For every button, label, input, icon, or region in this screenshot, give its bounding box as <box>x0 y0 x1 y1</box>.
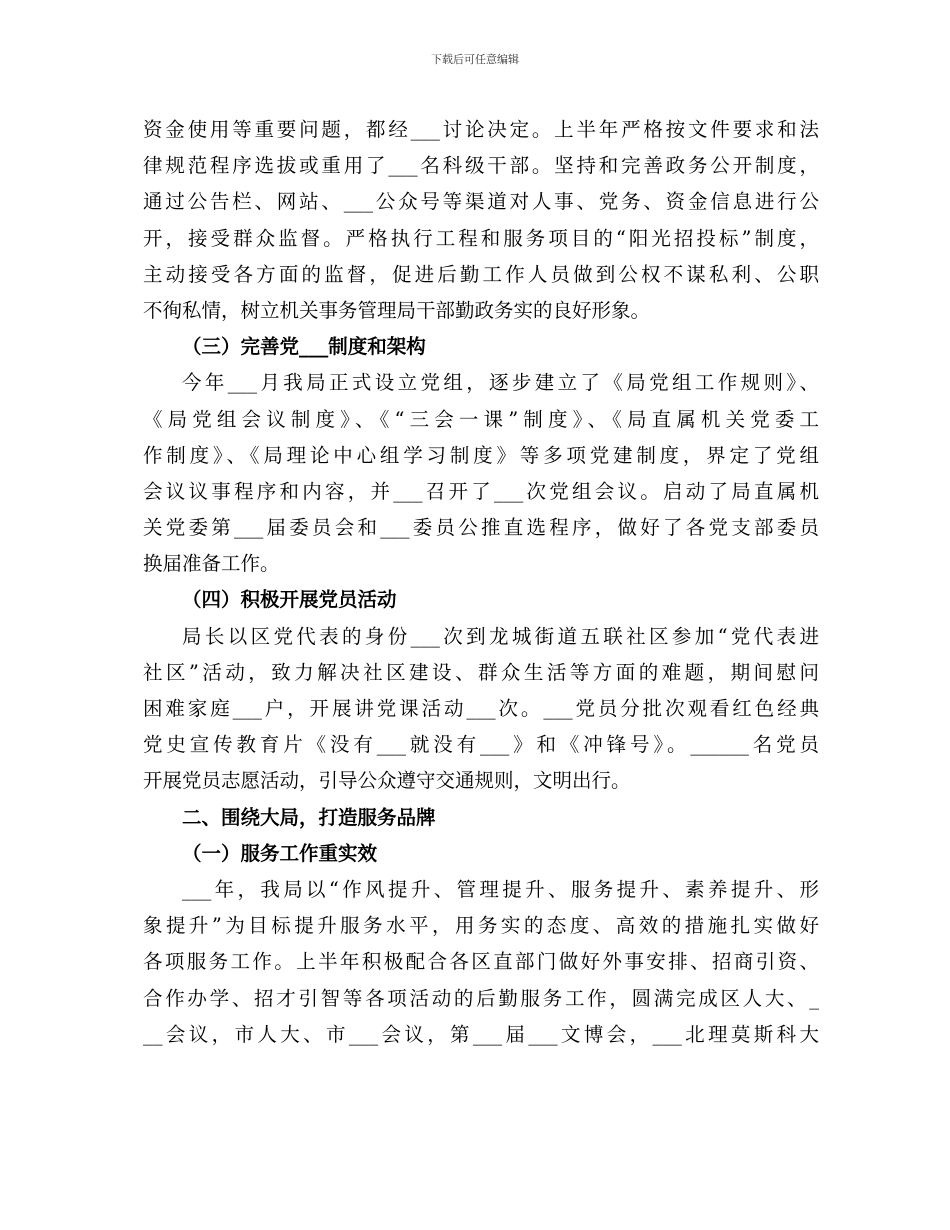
paragraph-line: 换届准备工作。 <box>143 552 280 576</box>
chapter-heading: 二、围绕大局，打造服务品牌 <box>182 805 436 829</box>
paragraph-line: 会议议事程序和内容，并___召开了___次党组会议。启动了局直属机 <box>143 479 819 503</box>
paragraph-line: 《局党组会议制度》、《“三会一课”制度》、《局直属机关党委工 <box>143 407 819 431</box>
page-header: 下载后可任意编辑 <box>431 53 519 66</box>
section-heading: （一）服务工作重实效 <box>182 841 378 865</box>
paragraph-line: 象提升”为目标提升服务水平，用务实的态度、高效的措施扎实做好 <box>143 914 819 938</box>
paragraph-line: 今年___月我局正式设立党组，逐步建立了《局党组工作规则》、 <box>182 371 819 395</box>
paragraph-line: 律规范程序选拔或重用了___名科级干部。坚持和完善政务公开制度， <box>143 154 819 178</box>
document-body <box>143 112 819 1053</box>
paragraph-line: 不徇私情，树立机关事务管理局干部勤政务实的良好形象。 <box>143 298 651 322</box>
paragraph-line: 合作办学、招才引智等各项活动的后勤服务工作，圆满完成区人大、_ <box>143 986 819 1010</box>
paragraph-line: 局长以区党代表的身份___次到龙城街道五联社区参加“党代表进 <box>182 624 819 648</box>
paragraph-line: 主动接受各方面的监督，促进后勤工作人员做到公权不谋私利、公职 <box>143 262 819 286</box>
section-heading: （四）积极开展党员活动 <box>182 588 397 612</box>
paragraph-line: 各项服务工作。上半年积极配合各区直部门做好外事安排、招商引资、 <box>143 950 819 974</box>
paragraph-line: 开，接受群众监督。严格执行工程和服务项目的“阳光招投标”制度， <box>143 226 819 250</box>
paragraph-line: 资金使用等重要问题，都经___讨论决定。上半年严格按文件要求和法 <box>143 118 819 141</box>
section-heading: （三）完善党___制度和架构 <box>182 335 426 359</box>
paragraph-line: 通过公告栏、网站、___公众号等渠道对人事、党务、资金信息进行公 <box>143 190 819 214</box>
paragraph-line: ___年，我局以“作风提升、管理提升、服务提升、素养提升、形 <box>182 877 819 901</box>
paragraph-line: 开展党员志愿活动，引导公众遵守交通规则，文明出行。 <box>143 769 631 793</box>
paragraph-line: 党史宣传教育片《没有___就没有___》和《冲锋号》。______名党员 <box>143 733 819 757</box>
paragraph-line: __会议，市人大、市___会议，第___届___文博会，___北理莫斯科大 <box>143 1022 819 1046</box>
paragraph-line: 困难家庭___户，开展讲党课活动___次。___党员分批次观看红色经典 <box>143 697 819 720</box>
paragraph-line: 关党委第___届委员会和___委员公推直选程序，做好了各党支部委员 <box>143 516 819 540</box>
paragraph-line: 作制度》、《局理论中心组学习制度》等多项党建制度，界定了党组 <box>143 443 819 467</box>
paragraph-line: 社区”活动，致力解决社区建设、群众生活等方面的难题，期间慰问 <box>143 660 819 684</box>
